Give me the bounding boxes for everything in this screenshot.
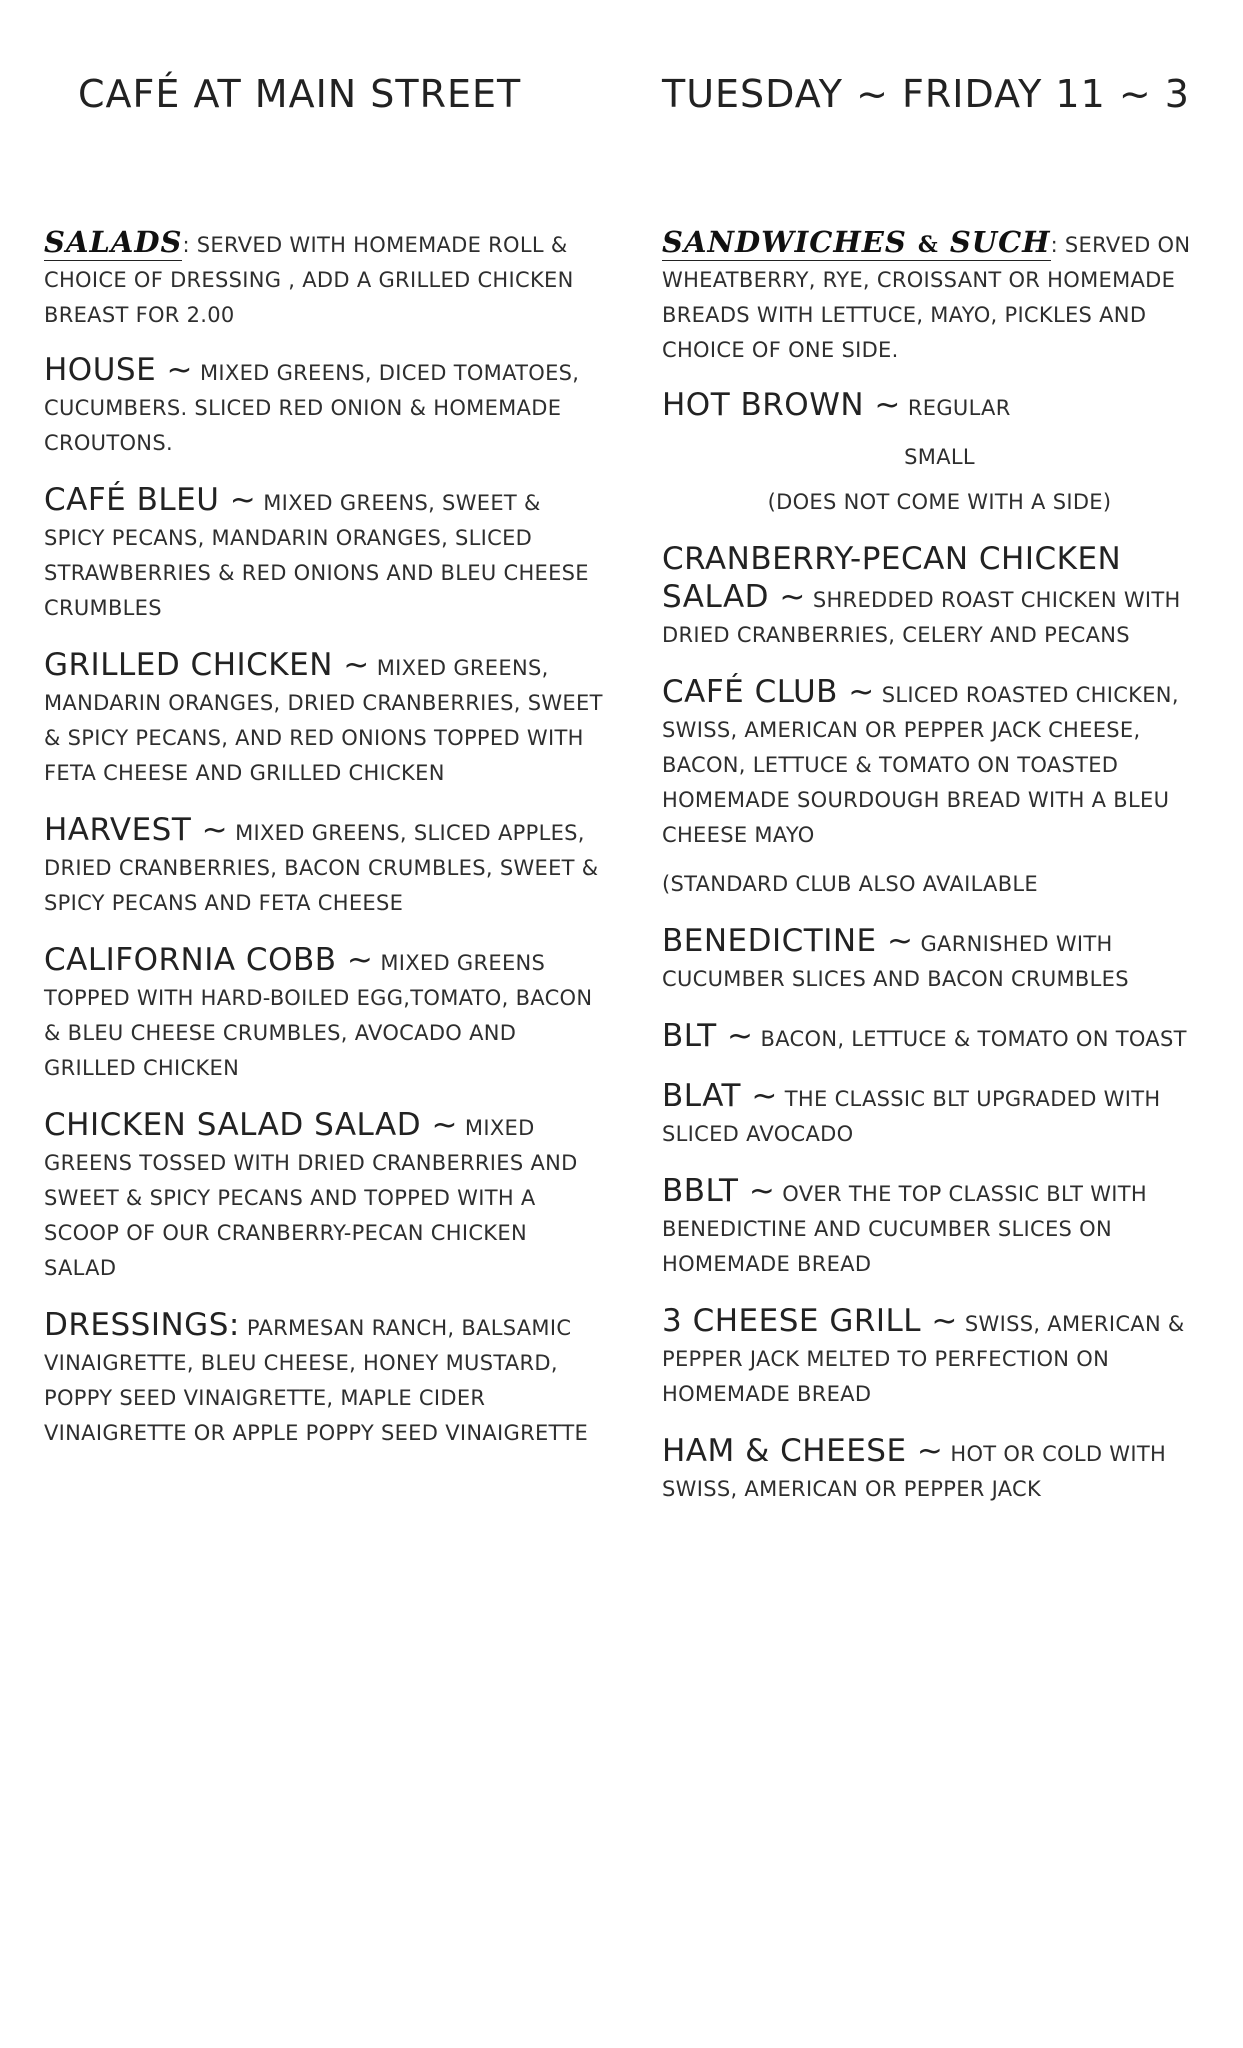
sandwiches-title-amp: & <box>917 232 939 258</box>
item-name: HAM & CHEESE ~ <box>662 1433 944 1469</box>
club-note: (STANDARD CLUB ALSO AVAILABLE <box>662 872 1038 896</box>
menu-item-cranberry-pecan-chicken-salad <box>662 542 1217 653</box>
item-desc: HOT OR COLD WITH SWISS, AMERICAN OR PEPPER JACK <box>662 1442 1167 1501</box>
item-name: BBLT ~ <box>662 1173 776 1209</box>
item-name: CAFÉ CLUB ~ <box>662 674 875 710</box>
item-name: CALIFORNIA COBB ~ <box>44 942 374 978</box>
hours: TUESDAY ~ FRIDAY 11 ~ 3 <box>662 72 1190 116</box>
item-desc: THE CLASSIC BLT UPGRADED WITH SLICED AVOCADO <box>662 1087 1161 1146</box>
item-desc: SHREDDED ROAST CHICKEN WITH DRIED CRANBERRIES, CELERY AND PECANS <box>662 588 1181 647</box>
item-name: BLAT ~ <box>662 1078 778 1114</box>
item-name: CAFÉ BLEU ~ <box>44 482 257 518</box>
menu-item-bblt <box>662 1174 1217 1282</box>
menu-item-house <box>44 353 604 461</box>
item-name: GRILLED CHICKEN ~ <box>44 647 370 683</box>
item-name: 3 CHEESE GRILL ~ <box>662 1303 958 1339</box>
item-desc: MIXED GREENS, DICED TOMATOES, CUCUMBERS. SLICED RED ONION & HOMEMADE CROUTONS. <box>44 361 580 455</box>
menu-item-cafe-club <box>662 675 1217 853</box>
item-desc: SWISS, AMERICAN & PEPPER JACK MELTED TO PERFECTION ON HOMEMADE BREAD <box>662 1312 1185 1406</box>
hot-brown-small: SMALL <box>904 445 975 469</box>
sandwiches-title-word: SANDWICHES <box>662 225 907 259</box>
item-desc: PARMESAN RANCH, BALSAMIC VINAIGRETTE, BLEU CHEESE, HONEY MUSTARD, POPPY SEED VINAIGRETTE, MAPLE CIDER VINAIGRETTE OR APPLE POPPY SEED VINAIGRETTE <box>44 1316 589 1445</box>
menu-item-chicken-salad-salad <box>44 1108 604 1286</box>
salads-column <box>44 225 604 1451</box>
menu-item-cafe-bleu <box>44 483 604 626</box>
item-name: BLT ~ <box>662 1018 754 1054</box>
menu-item-blt <box>662 1019 1217 1057</box>
item-desc: MIXED GREENS, MANDARIN ORANGES, DRIED CRANBERRIES, SWEET & SPICY PECANS, AND RED ONIONS TOPPED WITH FETA CHEESE AND GRILLED CHICKEN <box>44 656 603 785</box>
sandwiches-title <box>662 225 1051 261</box>
restaurant-name: CAFÉ AT MAIN STREET <box>78 72 522 116</box>
menu-item-hot-brown <box>662 388 1217 426</box>
item-name: CRANBERRY-PECAN CHICKEN SALAD ~ <box>662 541 1122 615</box>
salads-title: SALADS <box>44 225 183 259</box>
dressings-list <box>44 1308 604 1451</box>
item-desc: GARNISHED WITH CUCUMBER SLICES AND BACON CRUMBLES <box>662 932 1129 991</box>
salads-section-header <box>44 225 604 333</box>
sandwiches-section-header <box>662 225 1217 368</box>
menu-item-harvest <box>44 813 604 921</box>
menu-item-benedictine <box>662 924 1217 997</box>
sandwiches-intro: : SERVED ON WHEATBERRY, RYE, CROISSANT OR HOMEMADE BREADS WITH LETTUCE, MAYO, PICKLES AND CHOICE OF ONE SIDE. <box>662 233 1191 362</box>
hot-brown-note: (DOES NOT COME WITH A SIDE) <box>767 490 1112 514</box>
menu-item-ham-cheese <box>662 1434 1217 1507</box>
item-name: HOUSE ~ <box>44 352 193 388</box>
menu-item-blat <box>662 1079 1217 1152</box>
menu-item-grilled-chicken <box>44 648 604 791</box>
item-name: DRESSINGS: <box>44 1307 240 1343</box>
sandwiches-title-word: SUCH <box>949 225 1051 259</box>
item-name: BENEDICTINE ~ <box>662 923 914 959</box>
salads-intro: : SERVED WITH HOMEMADE ROLL & CHOICE OF DRESSING , ADD A GRILLED CHICKEN BREAST FOR 2.00 <box>44 233 574 327</box>
item-desc: BACON, LETTUCE & TOMATO ON TOAST <box>753 1027 1187 1051</box>
item-desc: MIXED GREENS TOSSED WITH DRIED CRANBERRIES AND SWEET & SPICY PECANS AND TOPPED WITH A SCOOP OF OUR CRANBERRY-PECAN CHICKEN SALAD <box>44 1116 578 1280</box>
item-name: CHICKEN SALAD SALAD ~ <box>44 1107 458 1143</box>
menu-item-3-cheese-grill <box>662 1304 1217 1412</box>
item-desc: MIXED GREENS, SWEET & SPICY PECANS, MANDARIN ORANGES, SLICED STRAWBERRIES & RED ONIONS AND BLEU CHEESE CRUMBLES <box>44 491 589 620</box>
item-desc: SLICED ROASTED CHICKEN, SWISS, AMERICAN OR PEPPER JACK CHEESE, BACON, LETTUCE & TOMATO ON TOASTED HOMEMADE SOURDOUGH BREAD WITH A BLEU CHEESE MAYO <box>662 683 1179 847</box>
item-name: HOT BROWN ~ <box>662 387 901 423</box>
item-desc: MIXED GREENS TOPPED WITH HARD-BOILED EGG,TOMATO, BACON & BLEU CHEESE CRUMBLES, AVOCADO AND GRILLED CHICKEN <box>44 951 593 1080</box>
item-desc: MIXED GREENS, SLICED APPLES, DRIED CRANBERRIES, BACON CRUMBLES, SWEET & SPICY PECANS AND FETA CHEESE <box>44 821 599 915</box>
menu-item-california-cobb <box>44 943 604 1086</box>
sandwiches-column <box>662 225 1217 1507</box>
item-desc: OVER THE TOP CLASSIC BLT WITH BENEDICTINE AND CUCUMBER SLICES ON HOMEMADE BREAD <box>662 1182 1148 1276</box>
item-desc: REGULAR <box>900 396 1011 420</box>
item-name: HARVEST ~ <box>44 812 229 848</box>
